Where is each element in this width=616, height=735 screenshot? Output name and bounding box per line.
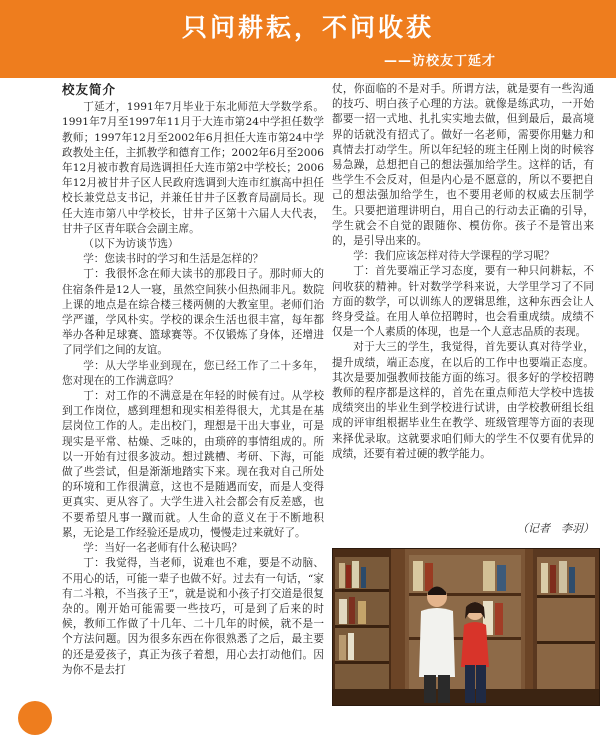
page-subtitle: ——访校友丁延才 [383, 54, 496, 69]
question-paragraph: 学：我们应该怎样对待大学课程的学习呢？ [353, 250, 555, 263]
page-number-marker [18, 701, 52, 735]
section-heading: 校友简介 [62, 82, 117, 97]
page-title: 只问耕耘，不问收获 [181, 13, 434, 42]
answer-paragraph: 丁：对工作的不满意是在年轻的时候有过。从学校到工作岗位，感到理想和现实相差得很大，尤其是在基层岗位工作的人。走出校门，理想是干出大事业，可是现实是平常、枯燥、乏味的，由琐碎的事情组成的。所以一开始有过很多波动。想过跳槽、考研、下海，可能做了些尝试，但是渐渐地踏实下来。现在我对自己所处的环境和工作很满意，这也不是随遇而安，而是人变得更真实、更从容了。大学生进入社会都会有反差感，也不要希望凡事一蹴而就。人生命的意义在于不断地积累，无论是工作经验还是成功，慢慢走过来就好了。 [62, 390, 324, 539]
profile-paragraph: 丁延才，1991年7月毕业于东北师范大学数学系。1991年7月至1997年11月于大连市第24中学担任数学教师；1997年12月至2002年6月担任大连市第24中学政教处主任，主抓教学和德育工作；2002年6月至2006年12月被市教育局选调担任大连市第2中学校长；2006年12月被甘井子区人民政府选调到大连市红旗高中担任校长兼党总支书记，并兼任甘井子区教育局副局长。现任大连市第八中学校长，甘井子区第十六届人大代表，甘井子区青年联合会副主席。 [62, 101, 324, 235]
header-banner [0, 0, 616, 78]
left-column [62, 82, 324, 678]
right-column [332, 82, 594, 462]
question-paragraph: 学：当好一名老师有什么秘诀吗？ [83, 542, 243, 555]
question-paragraph: 学：您读书时的学习和生活是怎样的？ [83, 253, 264, 266]
answer-paragraph: 丁：我很怀念在师大读书的那段日子。那时师大的住宿条件是12人一寝，虽然空间狭小但热闹非凡。数院上课的地点是在综合楼三楼两侧的大教室里。老师们治学严谨，学风朴实。学校的课余生活也很丰富，每年都举办各种足球赛、篮球赛等。不仅锻炼了身体，还增进了同学们之间的友谊。 [62, 268, 324, 357]
reporter-byline: （记者 李羽） [517, 522, 594, 535]
interview-photo [332, 548, 600, 706]
answer-continuation: 仗，你面临的不是对手。所谓方法，就是要有一些沟通的技巧、明白孩子心理的方法。就像是练武功，一开始都要一招一式地、扎扎实实地去做，但到最后，最高境界的话就没有招式了。做好一名老师，需要你用魅力和真情去打动学生。所以年纪轻的班主任刚上岗的时候容易急躁，总想把自己的想法强加给学生。这样的话，有些学生不会反对，但是内心是不愿意的，所以不要把自己的想法强加给学生，也不要用老师的权威去压制学生。只要把道理讲明白，用自己的行动去正确的引导，学生就会不自觉的跟随你、模仿你。孩子不是管出来的，是引导出来的。 [332, 83, 594, 248]
interview-note: （以下为访谈节选） [83, 238, 179, 251]
answer-paragraph: 丁：首先要端正学习态度，要有一种只问耕耘，不问收获的精神。针对数学学科来说，大学里学习了不同方面的数学，可以训练人的逻辑思维，这种东西会让人终身受益。在用人单位招聘时，也会看重成绩。成绩不仅是一个人素质的体现，也是一个人意志品质的表现。 [332, 265, 594, 339]
question-paragraph: 学：从大学毕业到现在，您已经工作了二十多年，您对现在的工作满意吗？ [62, 359, 324, 387]
answer-paragraph: 对于大三的学生，我觉得，首先要认真对待学业，提升成绩，端正态度，在以后的工作中也要端正态度。其次是要加强教师技能方面的练习。很多好的学校招聘教师的程序都是这样的，首先在重点师范大学校中选拔成绩突出的毕业生到学校进行试讲，由学校教研组长组成的评审组根据毕业生在教学、班级管理等方面的表现来择优录取。这就要求咱们师大的学生不仅要有优异的成绩，还要有着过硬的教学能力。 [332, 341, 594, 460]
answer-paragraph: 丁：我觉得，当老师，说难也不难，要是不动脑、不用心的话，可能一辈子也做不好。过去有一句话，“家有二斗粮，不当孩子王”，就是说和小孩子打交道是很复杂的。刚开始可能需要一些技巧，可是到了后来的时候，教师工作做了十几年、二十几年的时候，就不是一个方法问题。因为很多东西在你很熟悉了之后，最主要的还是爱孩子，真正为孩子着想，用心去打动他们。因为你不是去打 [62, 557, 324, 676]
photo-illustration [333, 549, 599, 705]
